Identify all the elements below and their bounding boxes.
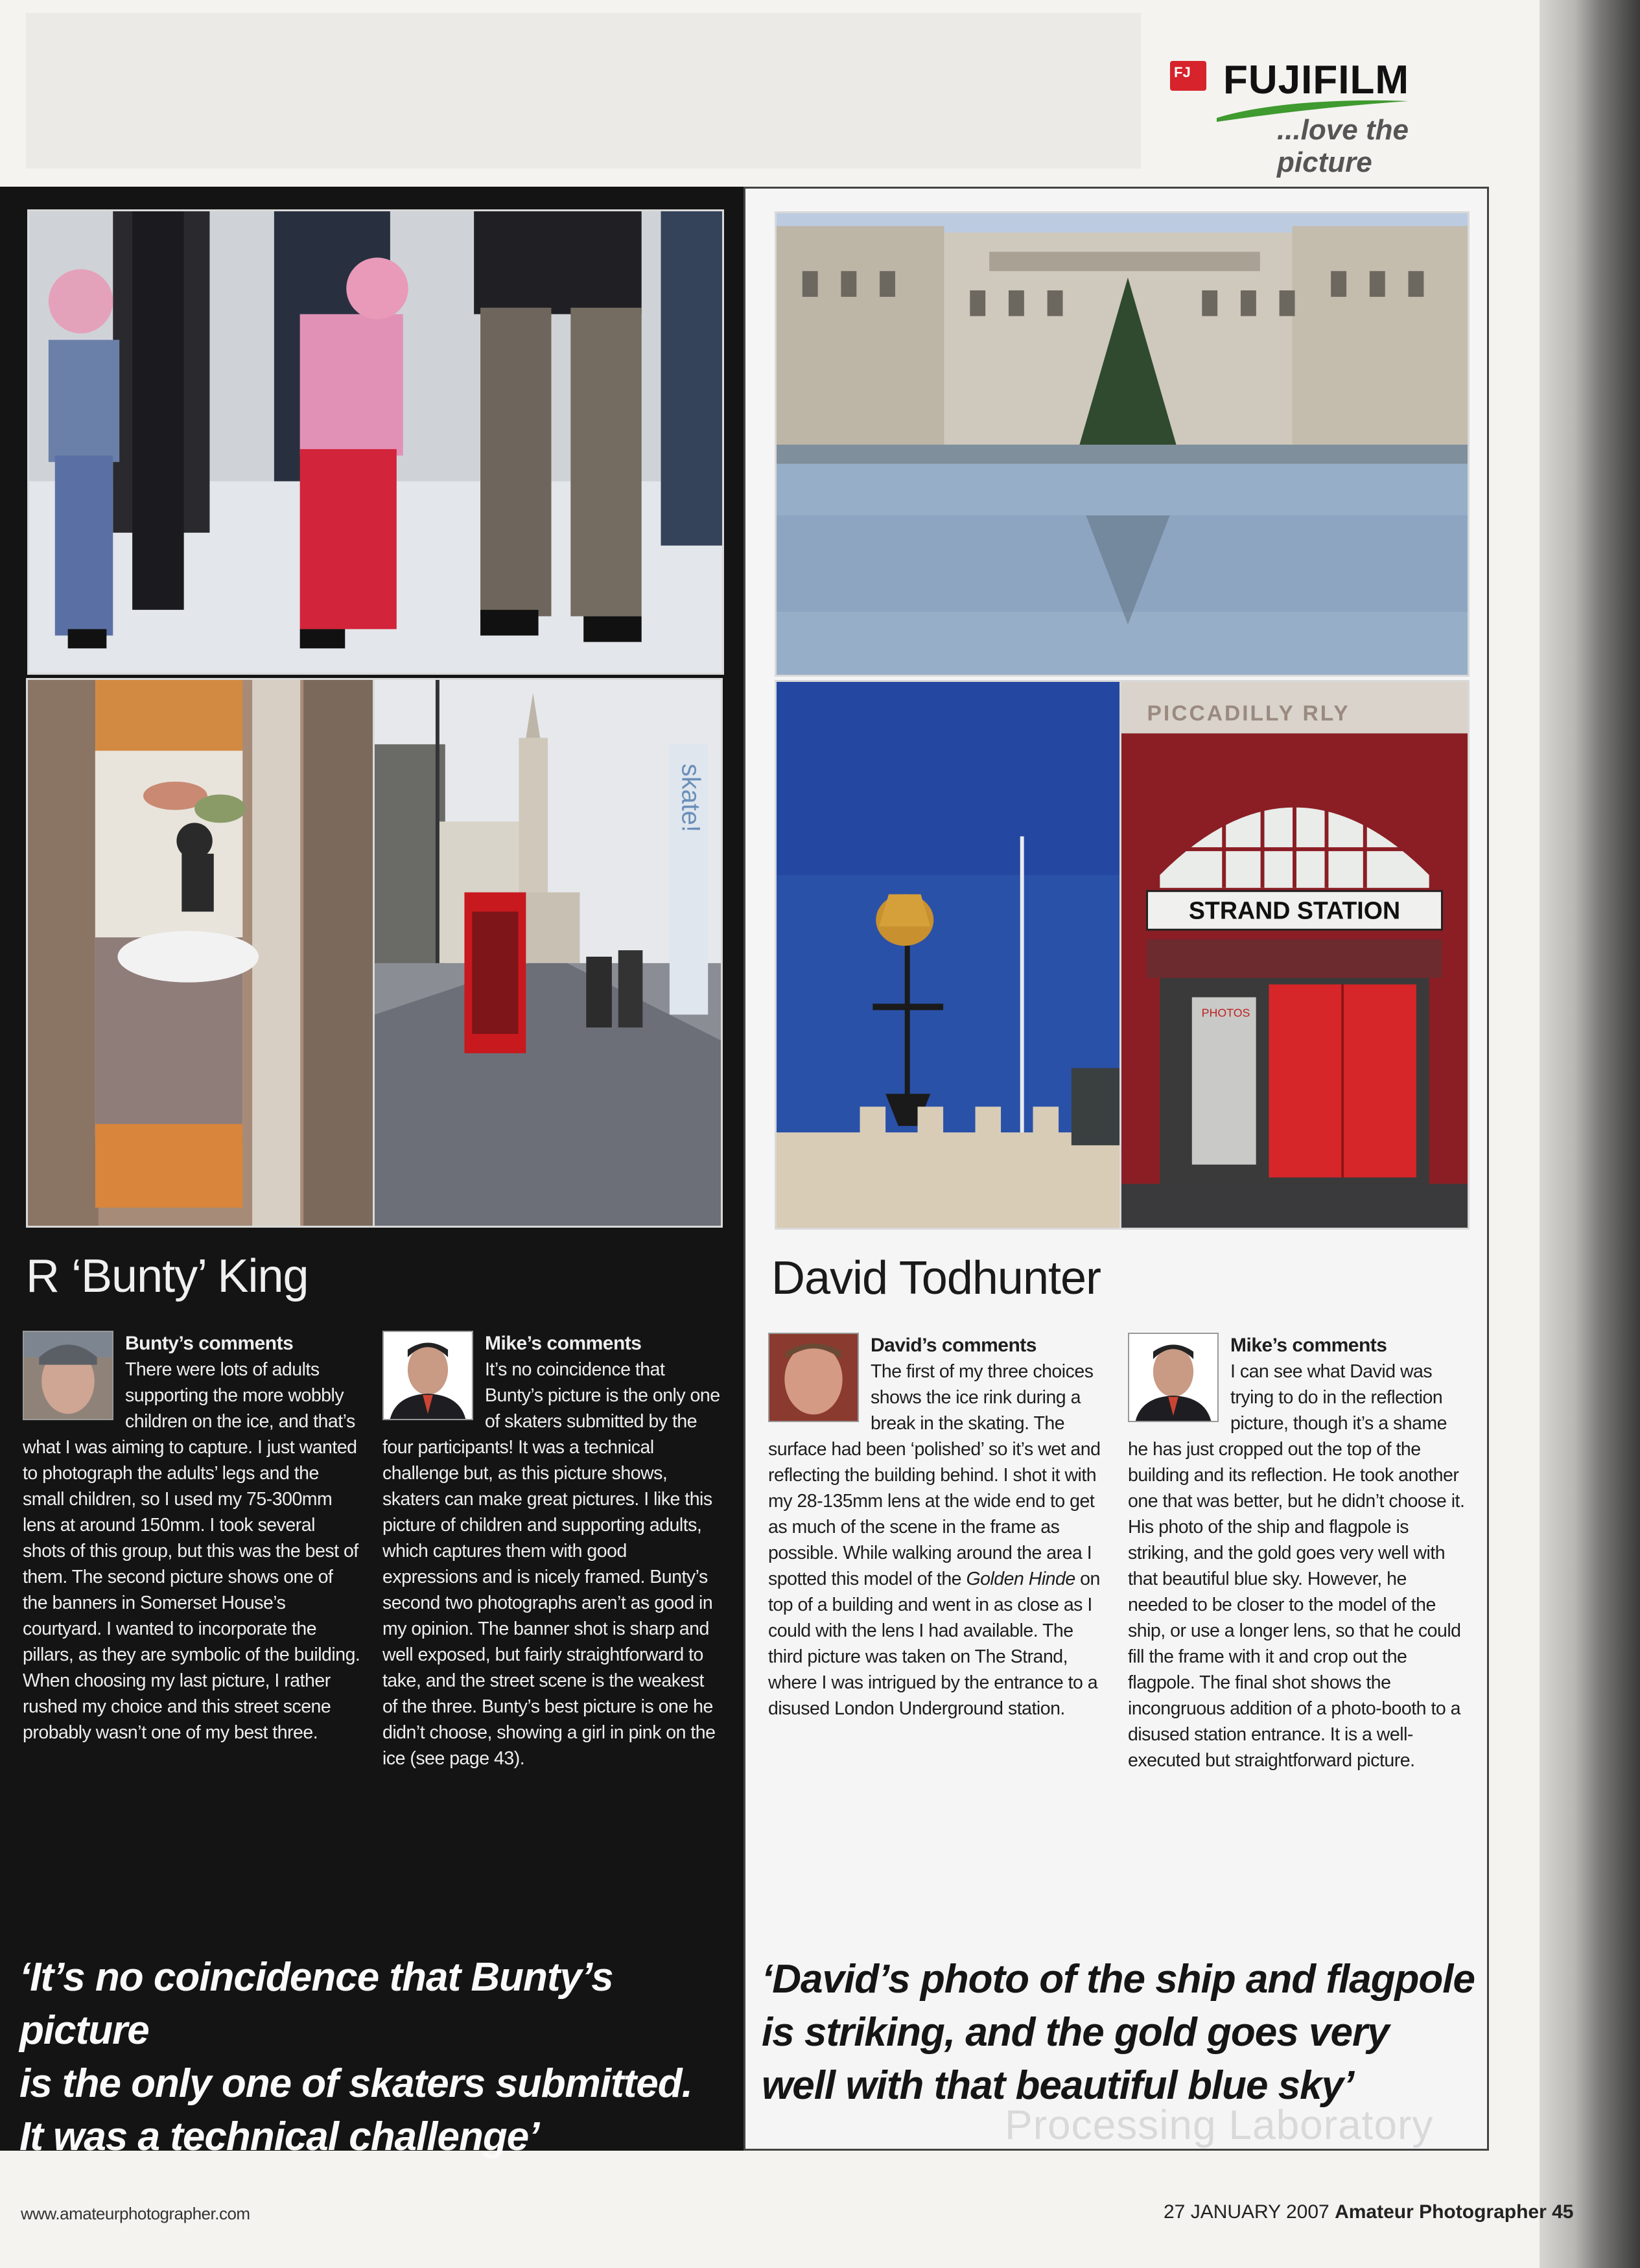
left-entry-panel [0,187,744,2159]
right-comments-column-1 [768,1333,1108,1722]
footer-url: www.amateurphotographer.com [21,2204,250,2223]
fujifilm-logo [1170,57,1507,178]
right-quote-line: is striking, and the gold goes very [762,2010,1389,2055]
david-avatar [768,1333,859,1422]
bunty-avatar [23,1331,113,1420]
right-quote-line: ‘David’s photo of the ship and flagpole [762,1957,1475,2002]
left-comments-column-2 [382,1331,721,1771]
footer-folio [1164,2201,1574,2223]
brand-name: FUJIFILM [1223,58,1409,102]
left-quote-line: ‘It’s no coincidence that Bunty’s picture [19,1955,613,2053]
photo-ice-rink [775,211,1470,677]
right-comments-column-2 [1128,1333,1468,1773]
fujifilm-mark-icon: FJ [1170,61,1206,91]
bunty-comments-text: There were lots of adults supporting the more wobbly children on the ice, and that’s what I was aiming to capture. I just wanted to photograph the adults’ legs and the small children, so I used my 75-300mm lens at around 150mm. I took several shots of this group, but this was the best of them. The second picture shows one of the banners in Somerset House’s courtyard. I wanted to incorporate the pillars, as they are symbolic of the building. When choosing my last picture, I rather rushed my choice and this street scene probably wasn’t one of my best three. [23,1359,360,1743]
photo-strand-station [1119,680,1470,1230]
page-number: 45 [1552,2201,1574,2223]
magazine-name: Amateur Photographer [1335,2201,1547,2223]
right-pull-quote [762,1953,1475,2112]
bleed-through-text: Processing Laboratory [1005,2101,1434,2148]
mike-comments-heading: Mike’s comments [485,1333,642,1354]
mike-comments-heading: Mike’s comments [1230,1335,1387,1356]
mike-comments-text: It’s no coincidence that Bunty’s picture is the only one of skaters submitted by the four participants! It was a technical challenge but, as this picture shows, skaters can make great pictures. I like this picture of children and supporting adults, which captures them with good expressions and is nicely framed. Bunty’s second two photographs aren’t as good in my opinion. The banner shot is sharp and well exposed, but fairly straightforward to take, and the street scene is the weakest of the three. Bunty’s best picture is one he didn’t choose, showing a girl in pink on the ice (see page 43). [382,1359,720,1769]
photo-banner [26,678,375,1228]
david-text-part: The first of my three choices shows the ice rink during a break in the skating. The surface had been ‘polished’ so it’s wet and reflecting the building behind. I shot it with my 28-135mm lens at the wide end to get as much of the scene in the frame as possible. While walking around the area I spotted this model of the [768,1361,1101,1589]
piccadilly-sign: PICCADILLY RLY [1147,701,1350,726]
mike-avatar [382,1331,473,1420]
left-quote-line: It was a technical challenge’ [19,2114,539,2159]
photo-street [373,678,723,1228]
bunty-comments-heading: Bunty’s comments [125,1333,294,1354]
strand-sign: STRAND STATION [1188,896,1401,924]
left-quote-line: is the only one of skaters submitted. [19,2061,692,2106]
mike-comments-text: I can see what David was trying to do in the reflection picture, though it’s a shame he has just cropped out the top of the building and its reflection. He took another one that was better, but he didn’t choose it. His photo of the ship and flagpole is striking, and the gold goes very well with that beautiful blue sky. However, he needed to be closer to the model of the ship, or use a longer lens, so that he could fill the frame with it and crop out the flagpole. The final shot shows the incongruous addition of a photo-booth to a disused station entrance. It is a well-executed but straightforward picture. [1128,1361,1465,1771]
photo-skaters [27,209,724,675]
ship-name: Golden Hinde [966,1569,1075,1589]
issue-date: 27 JANUARY 2007 [1164,2201,1330,2223]
left-photographer-name: R ‘Bunty’ King [26,1250,309,1302]
left-pull-quote [19,1951,732,2164]
left-comments-column-1 [23,1331,361,1746]
right-photographer-name: David Todhunter [771,1252,1101,1304]
brand-tagline: ...love the picture [1277,114,1409,178]
david-text-part: on top of a building and went in as close as I could with the lens I had available. The third picture was taken on The Strand, where I was intrigued by the entrance to a disused London Underground station. [768,1569,1100,1719]
mike-avatar [1128,1333,1219,1422]
bleed-through-area [26,13,1141,169]
skate-sign: skate! [676,764,705,833]
david-comments-heading: David’s comments [871,1335,1037,1356]
right-quote-line: well with that beautiful blue sky’ [762,2063,1354,2108]
photo-ship-flagpole [775,680,1121,1230]
right-entry-panel [744,187,1489,2151]
photos-sign: PHOTOS [1201,1006,1250,1020]
page-gutter-shadow [1540,0,1640,2268]
